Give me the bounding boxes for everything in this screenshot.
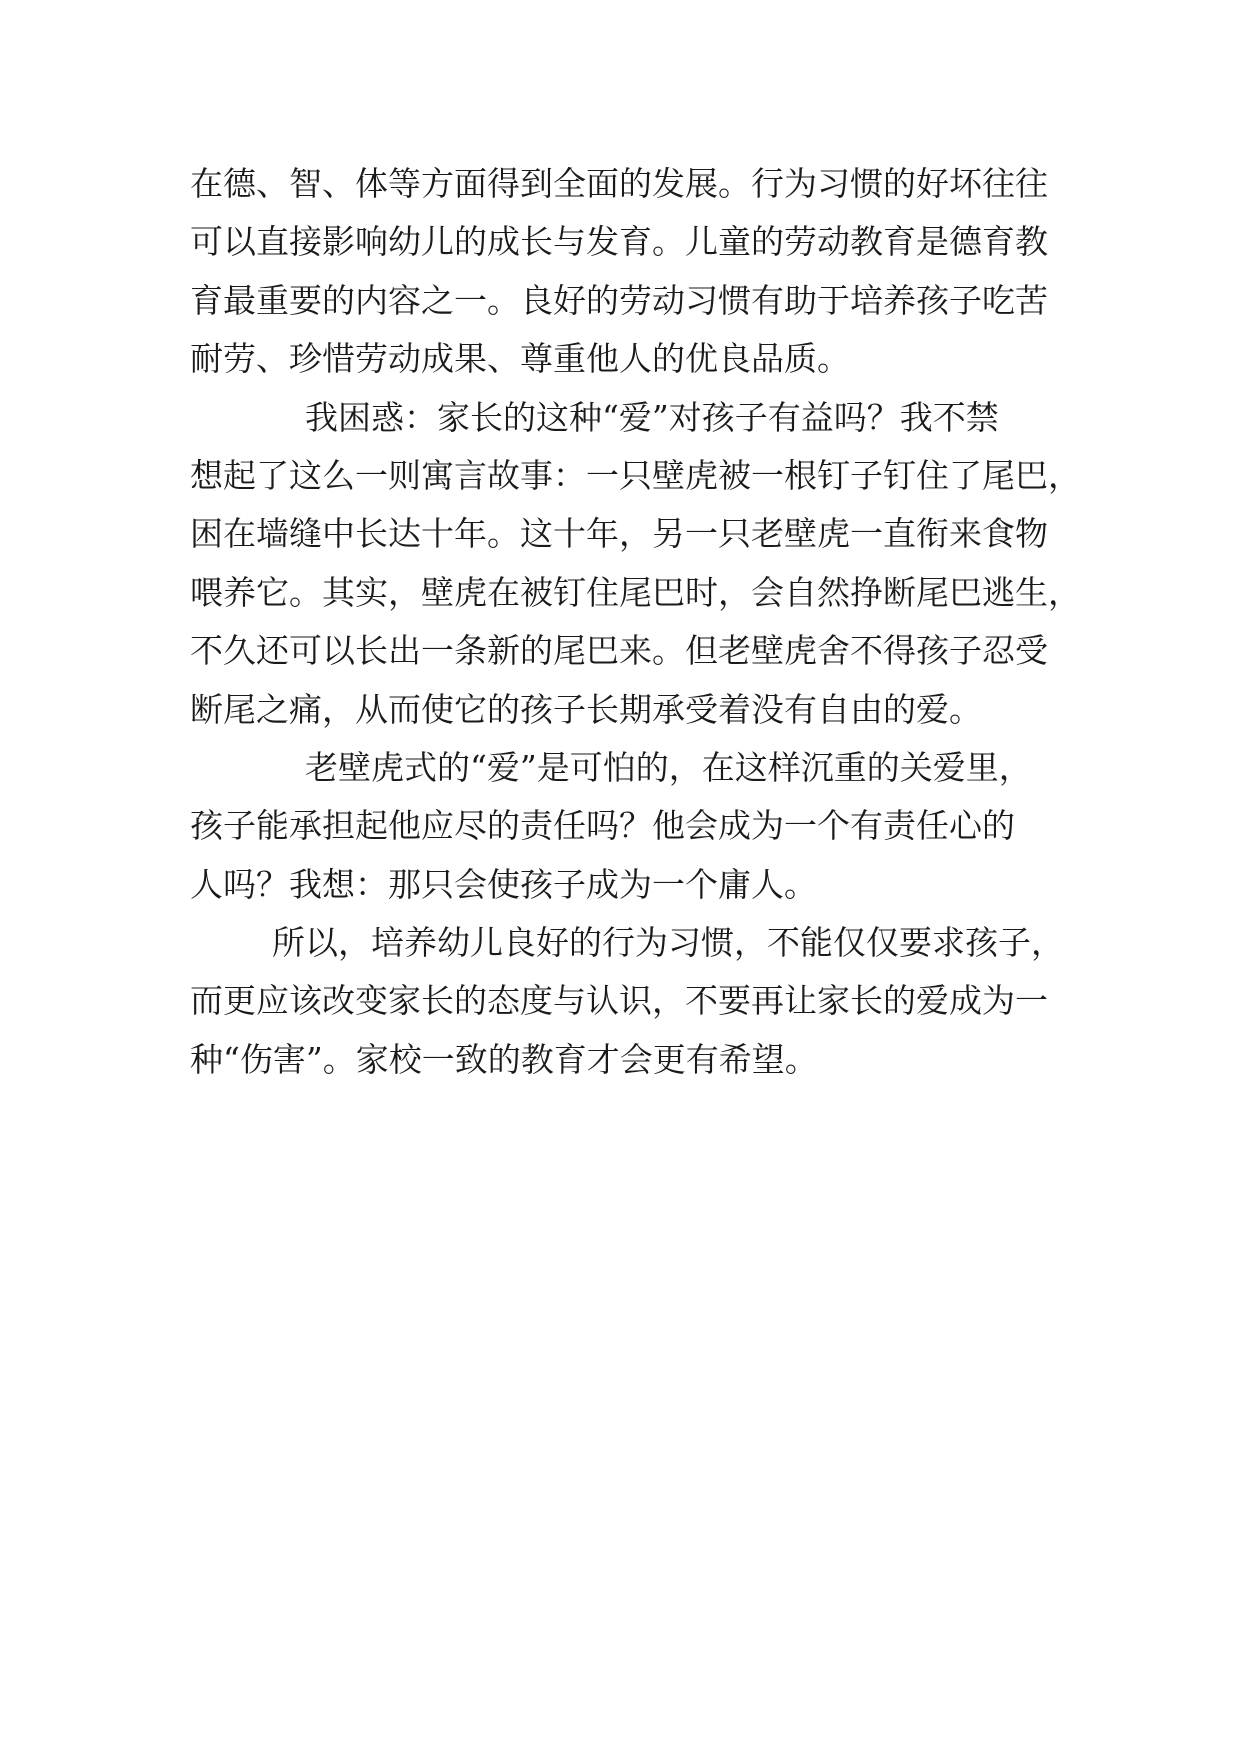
text-line: 可以直接影响幼儿的成长与发育。儿童的劳动教育是德育教 bbox=[190, 222, 1048, 262]
text-line: 在德、智、体等方面得到全面的发展。行为习惯的好坏往往 bbox=[190, 164, 1048, 203]
text-line: 所以，培养幼儿良好的行为习惯，不能仅仅要求孩子， bbox=[272, 923, 1064, 963]
text-line: 耐劳、珍惜劳动成果、尊重他人的优良品质。 bbox=[190, 339, 850, 379]
paragraph-conclusion bbox=[190, 914, 1070, 1089]
text-line: 老壁虎式的“爱”是可怕的，在这样沉重的关爱里， bbox=[305, 747, 1032, 787]
text-line: 不久还可以长出一条新的尾巴来。但老壁虎舍不得孩子忍受 bbox=[190, 631, 1048, 671]
paragraph-reflection bbox=[190, 739, 1070, 914]
text-line: 困在墙缝中长达十年。这十年，另一只老壁虎一直衔来食物 bbox=[190, 514, 1048, 554]
text-line: 想起了这么一则寓言故事：一只壁虎被一根钉子钉住了尾巴， bbox=[190, 455, 1081, 495]
text-line: 人吗？我想：那只会使孩子成为一个庸人。 bbox=[190, 864, 817, 904]
text-line: 喂养它。其实，壁虎在被钉住尾巴时，会自然挣断尾巴逃生， bbox=[190, 572, 1081, 612]
text-line: 种“伤害”。家校一致的教育才会更有希望。 bbox=[190, 1039, 818, 1079]
paragraph-intro bbox=[190, 155, 1070, 389]
text-line: 孩子能承担起他应尽的责任吗？他会成为一个有责任心的 bbox=[190, 806, 1015, 846]
document-body bbox=[190, 155, 1081, 1089]
text-line: 断尾之痛，从而使它的孩子长期承受着没有自由的爱。 bbox=[190, 689, 982, 729]
text-line: 我困惑：家长的这种“爱”对孩子有益吗？我不禁 bbox=[305, 397, 999, 437]
text-line: 育最重要的内容之一。良好的劳动习惯有助于培养孩子吃苦 bbox=[190, 280, 1048, 320]
text-line: 而更应该改变家长的态度与认识，不要再让家长的爱成为一 bbox=[190, 981, 1048, 1021]
paragraph-gecko-story bbox=[190, 389, 1081, 739]
